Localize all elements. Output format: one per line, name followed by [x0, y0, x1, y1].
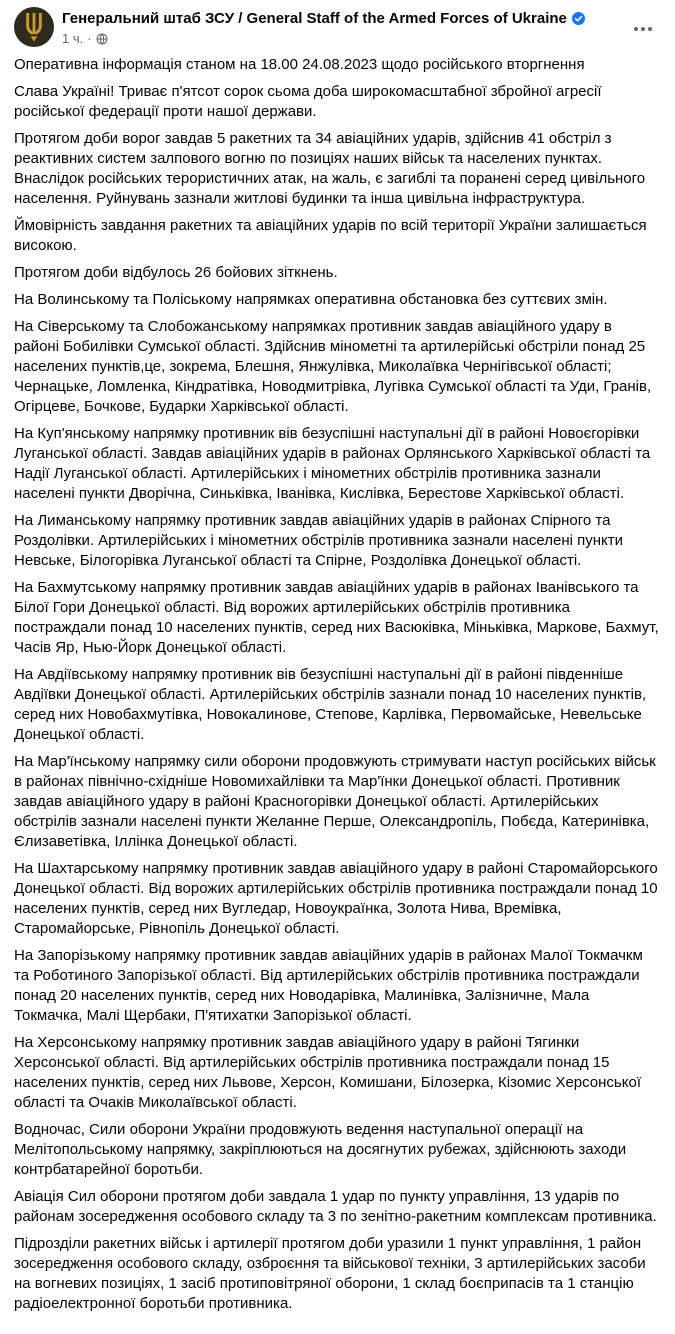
post-paragraph: На Херсонському напрямку противник завдав авіаційного удару в районі Тягинки Херсонської області. Від артилерійських обстрілів противника постраждали понад 15 населених пунктів, серед них Львове, Херсон, Комишани, Білозерка, Кізомис Херсонської області та Очаків Миколаївської області.	[14, 1034, 641, 1111]
meta-separator: ·	[87, 31, 92, 46]
post-paragraph: Авіація Сил оборони протягом доби завдала 1 удар по пункту управління, 13 ударів по районам зосередження особового складу та 3 по зенітно-ракетним комплексам противника.	[14, 1188, 657, 1225]
post-paragraph: Слава Україні! Триває п'ятсот сорок сьома доба широкомасштабної збройної агресії російської федерації проти нашої держави.	[14, 83, 602, 120]
post-paragraph: На Бахмутському напрямку противник завдав авіаційних ударів в районах Іванівського та Білої Гори Донецької області. Від ворожих артилерійських обстрілів противника постраждали понад 10 населених пунктів, серед них Васюківка, Міньківка, Маркове, Бахмут, Часів Яр, Нью-Йорк Донецької області.	[14, 579, 659, 656]
post-paragraph: На Волинському та Поліському напрямках оперативна обстановка без суттєвих змін.	[14, 291, 608, 308]
post-meta	[62, 31, 627, 47]
post-paragraph: На Сіверському та Слобожанському напрямках противник завдав авіаційного удару в районі Бобилівки Сумської області. Здійснив мінометні та артилерійські обстріли понад 25 населених пунктів,це, зокрема, Блешня, Янжулівка, Миколаївка Чернігівської області; Чернацьке, Ломленка, Кіндратівка, Новодмитрівка, Лугівка Сумської області та Уди, Гранів, Огірцеве, Бочкове, Бударки Харківської області.	[14, 318, 652, 415]
page-avatar[interactable]	[14, 7, 54, 47]
ellipsis-icon	[634, 27, 652, 31]
post-menu-button[interactable]	[627, 13, 659, 45]
post-paragraph: Водночас, Сили оборони України продовжують ведення наступальної операції на Мелітопольському напрямку, закріплюються на досягнутих рубежах, здійснюють заходи контрбатарейної боротьби.	[14, 1121, 627, 1178]
trident-icon	[23, 12, 45, 42]
verified-badge-icon	[572, 12, 585, 25]
post-paragraph: Протягом доби відбулось 26 бойових зіткнень.	[14, 264, 338, 281]
post-body	[0, 49, 675, 1328]
globe-icon	[96, 33, 108, 45]
post-timestamp[interactable]: 1 ч.	[62, 31, 84, 46]
post-header-text	[62, 7, 627, 47]
post-header	[0, 0, 675, 49]
post-paragraph: На Авдіївському напрямку противник вів безуспішні наступальні дії в районі південніше Авдіївки Донецької області. Артилерійських обстрілів зазнали понад 10 населених пунктів, серед них Новобахмутівка, Новокалинове, Степове, Карлівка, Первомайське, Невельське Донецької області.	[14, 666, 647, 743]
post-paragraph: Ймовірність завдання ракетних та авіаційних ударів по всій території України залишається високою.	[14, 217, 647, 254]
page-name[interactable]: Генеральний штаб ЗСУ / General Staff of the Armed Forces of Ukraine	[62, 10, 567, 27]
post-paragraph: На Куп'янському напрямку противник вів безуспішні наступальні дії в районі Новоєгорівки Луганської області. Завдав авіаційних ударів в районах Орлянського Харківської області та Надії Луганської області. Артилерійських і мінометних обстрілів противника зазнали населені пункти Дворічна, Синьківка, Іванівка, Кислівка, Берестове Харківської області.	[14, 425, 651, 502]
post-paragraph: Протягом доби ворог завдав 5 ракетних та 34 авіаційних ударів, здійснив 41 обстріл з реактивних систем залпового вогню по позиціях наших військ та населених пунктах. Внаслідок російських терористичних атак, на жаль, є загиблі та поранені серед цивільного населення. Руйнувань зазнали житлові будинки та інша цивільна інфраструктура.	[14, 130, 646, 207]
post-paragraph: Підрозділи ракетних військ і артилерії протягом доби уразили 1 пункт управління, 1 район зосередження особового складу, озброєння та військової техніки, 3 артилерійських засоби на вогневих позиціях, 1 засіб протиповітряної оборони, 1 склад боєприпасів та 1 станцію радіоелектронної боротьби противника.	[14, 1235, 646, 1312]
post-paragraph: Оперативна інформація станом на 18.00 24.08.2023 щодо російського вторгнення	[14, 56, 585, 73]
post-paragraph: На Лиманському напрямку противник завдав авіаційних ударів в районах Спірного та Роздолівки. Артилерійських і мінометних обстрілів противника зазнали населені пункти Невське, Білогорівка Луганської області та Спірне, Роздолівка Донецької області.	[14, 512, 624, 569]
post-paragraph: На Запорізькому напрямку противник завдав авіаційних ударів в районах Малої Токмачкм та Роботиного Запорізької області. Від артилерійських обстрілів противника постраждали понад 20 населених пунктів, серед них Новодарівка, Малинівка, Залізничне, Мала Токмачка, Малі Щербаки, П'ятихатки Запорізької області.	[14, 947, 643, 1024]
post-paragraph: На Шахтарському напрямку противник завдав авіаційного удару в районі Старомайорського Донецької області. Від ворожих артилерійських обстрілів противника постраждали понад 10 населених пунктів, серед них Вугледар, Новоукраїнка, Золота Нива, Времівка, Старомайорське, Рівнопіль Донецької області.	[14, 860, 658, 937]
post-paragraph: На Мар'їнському напрямку сили оборони продовжують стримувати наступ російських військ в районах північно-східніше Новомихайлівки та Мар'їнки Донецької області. Противник завдав авіаційного удару в районі Красногорівки Донецької області. Артилерійських обстрілів зазнали населені пункти Желанне Перше, Олександропіль, Побєда, Катеринівка, Єлизаветівка, Іллінка Донецької області.	[14, 753, 656, 850]
